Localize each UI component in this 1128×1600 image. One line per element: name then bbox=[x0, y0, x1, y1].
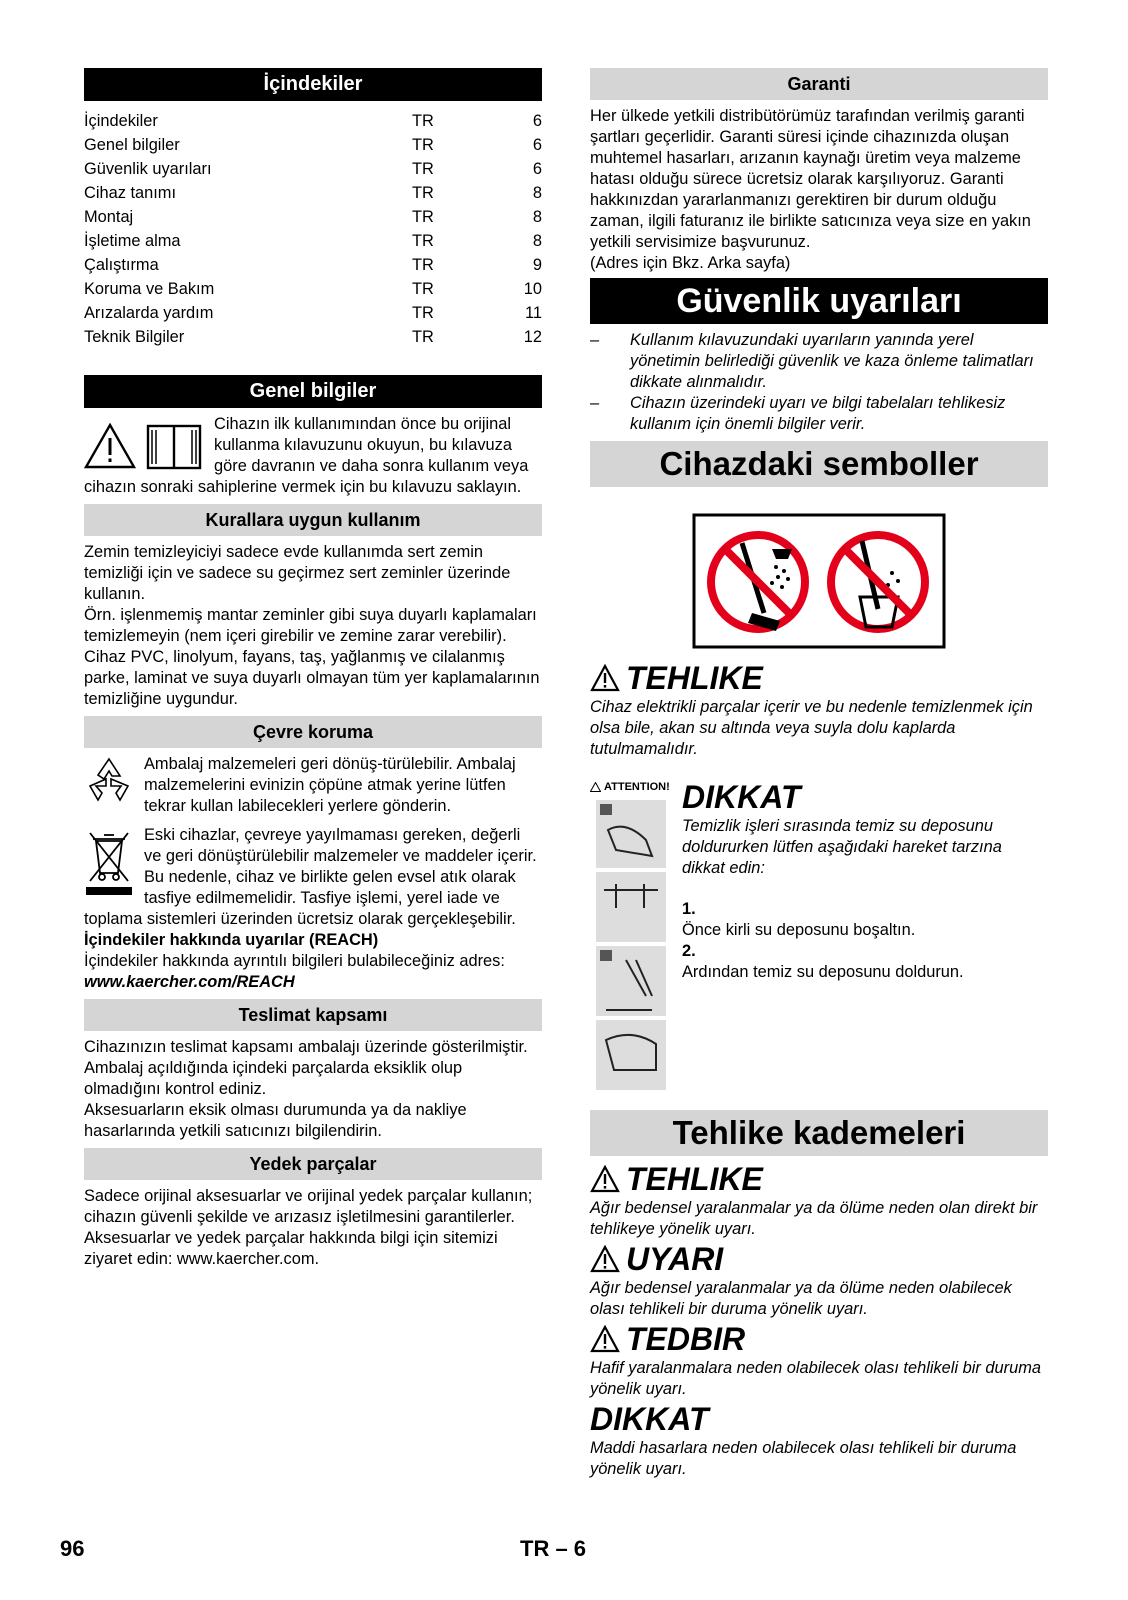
toc-row-label: Genel bilgiler bbox=[84, 136, 180, 154]
level-label: TEHLIKE bbox=[626, 1161, 763, 1197]
toc-row-label: İşletime alma bbox=[84, 232, 181, 250]
warning-triangle-icon bbox=[590, 1325, 620, 1353]
warning-triangle-icon bbox=[590, 1165, 620, 1193]
caution-text: Temizlik işleri sırasında temiz su deposunu doldururken lütfen aşağıdaki hareket tarzına dikkat edin: bbox=[682, 817, 1002, 877]
toc-row-lang: TR bbox=[412, 304, 434, 322]
toc-row-lang: TR bbox=[412, 112, 434, 130]
toc-row-label: İçindekiler bbox=[84, 112, 158, 130]
attention-badge bbox=[590, 778, 674, 796]
toc-row-page: 12 bbox=[523, 328, 542, 346]
toc-row-label: Arızalarda yardım bbox=[84, 304, 214, 322]
dash-bullet: – bbox=[590, 394, 600, 412]
toc-row-page: 8 bbox=[532, 184, 542, 202]
toc-row-page: 9 bbox=[532, 256, 542, 274]
toc-row bbox=[84, 325, 542, 349]
environment-p1: Ambalaj malzemeleri geri dönüş-türülebilir. Ambalaj malzemelerini evinizin çöpüne atmak yerine lütfen tekrar kullan labilecekleri yerlere gönderin. bbox=[144, 755, 516, 815]
reach-title: İçindekiler hakkında uyarılar (REACH) bbox=[84, 931, 379, 949]
caution-instruction-images bbox=[590, 778, 674, 1096]
levels-heading: Tehlike kademeleri bbox=[590, 1110, 1048, 1156]
toc-row-lang: TR bbox=[412, 232, 434, 250]
caution-block bbox=[590, 778, 1048, 1096]
recycle-icon bbox=[84, 756, 134, 802]
danger-text: Cihaz elektrikli parçalar içerir ve bu nedenle temizlenmek için olsa bile, akan su altında veya suyla dolu kaplarda tutulmamalıdır. bbox=[590, 698, 1033, 758]
warranty-text: Her ülkede yetkili distribütörümüz tarafından verilmiş garanti şartları geçerlidir. Garanti süresi içinde cihazınızda oluşan muhtemel hasarları, arızanın kaynağı üretim veya malzeme hatası olduğu sürece ücretsiz olarak karşılıyoruz. Garanti hakkınızdan yararlanmanızı gerektiren bir durum olduğu zaman, ilgili faturanız ile birlikte satıcınıza veya size en yakın yetkili servisimize başvurunuz. bbox=[590, 107, 1031, 251]
general-text: Cihazın ilk kullanımından önce bu orijinal kullanma kılavuzunu okuyun, bu kılavuza göre davranın ve daha sonra kullanım veya cihazın sonraki sahiplerine vermek için bu kılavuzu saklayın. bbox=[84, 415, 529, 496]
intended-use-p3: Cihaz PVC, linolyum, fayans, taş, yağlanmış ve cilalanmış parke, laminat ve suya duyarlı olmayan tüm yer kaplamalarının temizliğine uygundur. bbox=[84, 648, 540, 708]
toc-heading: İçindekiler bbox=[84, 68, 542, 101]
reach-text: İçindekiler hakkında ayrıntılı bilgileri bulabileceğiniz adres: bbox=[84, 952, 505, 970]
level-label: TEDBIR bbox=[626, 1321, 746, 1357]
tank-instruction-illustration bbox=[596, 800, 666, 1090]
intended-use-heading: Kurallara uygun kullanım bbox=[84, 504, 542, 536]
toc-row-page: 6 bbox=[532, 112, 542, 130]
toc-row-label: Montaj bbox=[84, 208, 134, 226]
toc-row-page: 6 bbox=[532, 160, 542, 178]
attention-badge-text: ATTENTION! bbox=[604, 781, 670, 793]
toc-row-lang: TR bbox=[412, 208, 434, 226]
danger-label: TEHLIKE bbox=[626, 660, 763, 696]
no-water-immersion-icon bbox=[692, 513, 946, 649]
safety-item bbox=[590, 393, 1048, 435]
level-heading bbox=[590, 1160, 1048, 1198]
toc-row-page: 8 bbox=[532, 232, 542, 250]
toc-row-label: Çalıştırma bbox=[84, 256, 159, 274]
toc-row-page: 6 bbox=[532, 136, 542, 154]
general-section bbox=[84, 414, 542, 498]
symbols-heading: Cihazdaki semboller bbox=[590, 441, 1048, 487]
intended-use-section bbox=[84, 542, 542, 710]
levels-dikkat-text: Maddi hasarlara neden olabilecek olası tehlikeli bir duruma yönelik uyarı. bbox=[590, 1439, 1017, 1478]
toc-row-page: 11 bbox=[524, 304, 542, 322]
toc-row-lang: TR bbox=[412, 328, 434, 346]
toc-row-lang: TR bbox=[412, 280, 434, 298]
spares-p2: Aksesuarlar ve yedek parçalar hakkında bilgi için sitemizi ziyaret edin: www.kaercher.com. bbox=[84, 1229, 498, 1268]
level-heading bbox=[590, 1240, 1048, 1278]
safety-item bbox=[590, 330, 1048, 393]
toc-row-lang: TR bbox=[412, 160, 434, 178]
recycle-block bbox=[84, 754, 542, 817]
no-water-pictogram bbox=[692, 513, 946, 649]
toc-row bbox=[84, 229, 542, 253]
levels-dikkat-label: DIKKAT bbox=[590, 1401, 709, 1437]
toc-row-lang: TR bbox=[412, 184, 434, 202]
toc-table bbox=[84, 109, 542, 349]
level-heading bbox=[590, 1320, 1048, 1358]
footer-section-label: TR – 6 bbox=[520, 1536, 587, 1561]
toc-row bbox=[84, 253, 542, 277]
read-manual-book-icon bbox=[146, 422, 202, 470]
levels-dikkat-heading bbox=[590, 1400, 1048, 1438]
step1-text: Önce kirli su deposunu boşaltın. bbox=[682, 921, 916, 939]
safety-item-text: Cihazın üzerindeki uyarı ve bilgi tabelaları tehlikesiz kullanım için önemli bilgiler verir. bbox=[630, 394, 1006, 433]
environment-section bbox=[84, 754, 542, 993]
level-label: UYARI bbox=[626, 1241, 724, 1277]
warranty-address: (Adres için Bkz. Arka sayfa) bbox=[590, 254, 791, 272]
warning-triangle-icon bbox=[84, 422, 136, 470]
environment-p2: Eski cihazlar, çevreye yayılmaması gereken, değerli ve geri dönüştürülebilir malzemeler ve maddeler içerir. Bu nedenle, cihaz ve birlikte gelen evsel atık olarak tasfiye edilmemelidir. Tasfiye işlemi, yerel iade ve toplama sistemleri üzerinden ücretsiz olarak gerçekleşebilir. bbox=[84, 826, 537, 928]
toc-row bbox=[84, 277, 542, 301]
caution-content bbox=[674, 778, 1048, 1096]
safety-list bbox=[590, 330, 1048, 435]
step2-number: 2. bbox=[682, 942, 696, 960]
warranty-heading: Garanti bbox=[590, 68, 1048, 100]
toc-row-lang: TR bbox=[412, 256, 434, 274]
general-icons bbox=[84, 422, 202, 470]
toc-row bbox=[84, 109, 542, 133]
toc-row bbox=[84, 181, 542, 205]
level-text: Ağır bedensel yaralanmalar ya da ölüme neden olan direkt bir tehlikeye yönelik uyarı. bbox=[590, 1199, 1038, 1238]
toc-row bbox=[84, 133, 542, 157]
toc-row-page: 10 bbox=[523, 280, 542, 298]
levels-list bbox=[590, 1160, 1048, 1400]
delivery-p2: Aksesuarların eksik olması durumunda ya da nakliye hasarlarında yetkili satıcınızı bilgilendirin. bbox=[84, 1101, 467, 1140]
toc-row-lang: TR bbox=[412, 136, 434, 154]
warning-triangle-icon bbox=[590, 1245, 620, 1273]
dash-bullet: – bbox=[590, 331, 600, 349]
step2-text: Ardından temiz su deposunu doldurun. bbox=[682, 963, 964, 981]
toc-row-label: Teknik Bilgiler bbox=[84, 328, 185, 346]
toc-row-page: 8 bbox=[532, 208, 542, 226]
toc-row bbox=[84, 157, 542, 181]
toc-row-label: Koruma ve Bakım bbox=[84, 280, 215, 298]
spares-heading: Yedek parçalar bbox=[84, 1148, 542, 1180]
warning-triangle-icon bbox=[590, 664, 620, 692]
safety-heading: Güvenlik uyarıları bbox=[590, 278, 1048, 324]
step1-number: 1. bbox=[682, 900, 696, 918]
delivery-section bbox=[84, 1037, 542, 1142]
crossed-bin-icon bbox=[84, 827, 134, 897]
weee-block bbox=[84, 825, 542, 930]
page-number: 96 bbox=[60, 1536, 85, 1561]
spares-p1: Sadece orijinal aksesuarlar ve orijinal yedek parçalar kullanın; cihazın güvenli şekilde ve arızasız işletilmesini garantilerler. bbox=[84, 1187, 533, 1226]
toc-row-label: Güvenlik uyarıları bbox=[84, 160, 212, 178]
caution-label: DIKKAT bbox=[682, 779, 801, 815]
delivery-p1: Cihazınızın teslimat kapsamı ambalajı üzerinde gösterilmiştir. Ambalaj açıldığında içindeki parçalarda eksiklik olup olmadığını kontrol ediniz. bbox=[84, 1038, 528, 1098]
intended-use-p1: Zemin temizleyiciyi sadece evde kullanımda sert zemin temizliği için ve sadece su geçirmez sert zeminler üzerinde kullanın. bbox=[84, 543, 511, 603]
toc-row bbox=[84, 301, 542, 325]
toc-row-label: Cihaz tanımı bbox=[84, 184, 177, 202]
level-text: Hafif yaralanmalara neden olabilecek olası tehlikeli bir duruma yönelik uyarı. bbox=[590, 1359, 1041, 1398]
safety-item-text: Kullanım kılavuzundaki uyarıların yanında yerel yönetimin belirlediği güvenlik ve kaza önleme talimatları dikkate alınmalıdır. bbox=[630, 331, 1034, 391]
caution-heading bbox=[682, 778, 1048, 816]
left-column bbox=[84, 68, 542, 1270]
toc-row bbox=[84, 205, 542, 229]
level-text: Ağır bedensel yaralanmalar ya da ölüme neden olabilecek olası tehlikeli bir duruma yönelik uyarı. bbox=[590, 1279, 1012, 1318]
environment-heading: Çevre koruma bbox=[84, 716, 542, 748]
delivery-heading: Teslimat kapsamı bbox=[84, 999, 542, 1031]
spares-section bbox=[84, 1186, 542, 1270]
general-heading: Genel bilgiler bbox=[84, 375, 542, 408]
danger-heading bbox=[590, 659, 1048, 697]
right-column bbox=[590, 68, 1048, 1480]
reach-url-link[interactable]: www.kaercher.com/REACH bbox=[84, 973, 295, 991]
intended-use-p2: Örn. işlenmemiş mantar zeminler gibi suya duyarlı kaplamaları temizlemeyin (nem içeri girebilir ve zemine zarar verebilir). bbox=[84, 606, 537, 645]
warranty-section bbox=[590, 106, 1048, 274]
warning-triangle-icon bbox=[590, 782, 601, 792]
